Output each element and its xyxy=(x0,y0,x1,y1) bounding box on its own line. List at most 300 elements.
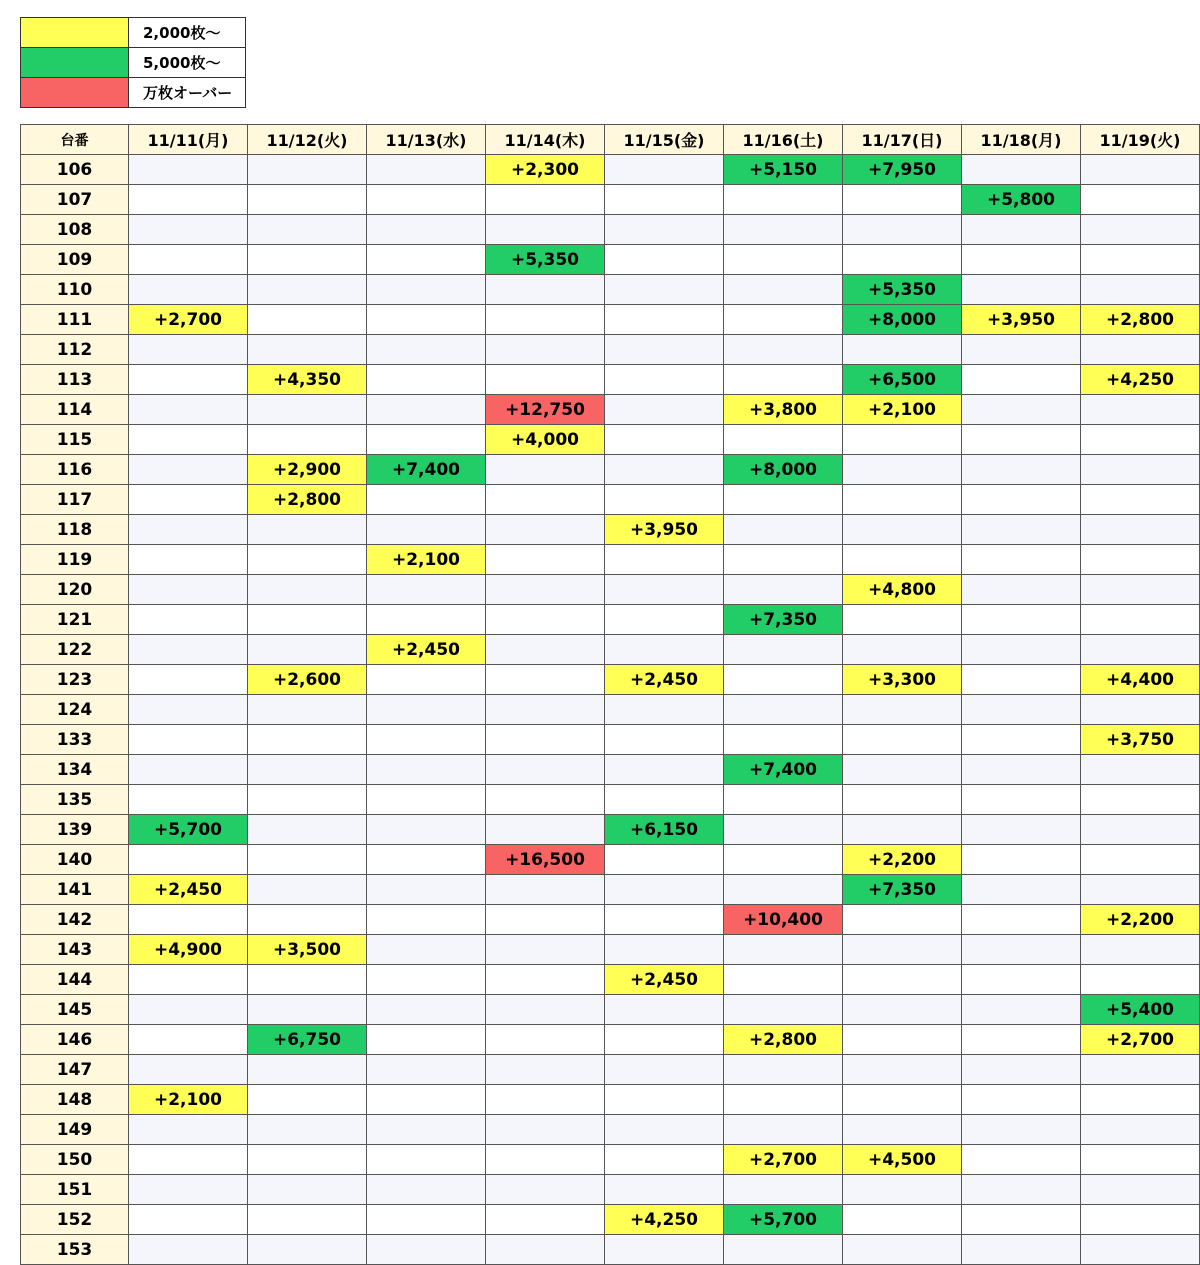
payout-cell xyxy=(129,845,248,875)
payout-cell xyxy=(1081,485,1200,515)
payout-cell xyxy=(962,1145,1081,1175)
legend-swatch xyxy=(21,78,129,108)
payout-cell xyxy=(129,515,248,545)
table-row xyxy=(21,905,1200,935)
payout-cell xyxy=(129,1145,248,1175)
payout-cell xyxy=(1081,455,1200,485)
payout-cell xyxy=(129,335,248,365)
payout-cell xyxy=(367,695,486,725)
payout-cell xyxy=(724,695,843,725)
machine-number: 115 xyxy=(21,425,129,455)
payout-cell xyxy=(486,1025,605,1055)
date-header: 11/12(火) xyxy=(248,125,367,155)
payout-cell xyxy=(486,545,605,575)
payout-cell xyxy=(962,335,1081,365)
payout-cell: +3,950 xyxy=(962,305,1081,335)
payout-cell xyxy=(1081,575,1200,605)
payout-cell xyxy=(486,695,605,725)
payout-cell xyxy=(1081,215,1200,245)
machine-number: 119 xyxy=(21,545,129,575)
payout-cell xyxy=(843,755,962,785)
table-row xyxy=(21,605,1200,635)
payout-cell xyxy=(129,905,248,935)
machine-number: 141 xyxy=(21,875,129,905)
payout-cell xyxy=(367,905,486,935)
payout-cell xyxy=(129,365,248,395)
payout-cell xyxy=(486,755,605,785)
payout-cell xyxy=(1081,635,1200,665)
payout-cell xyxy=(367,305,486,335)
payout-cell xyxy=(605,155,724,185)
payout-cell xyxy=(605,875,724,905)
machine-number: 143 xyxy=(21,935,129,965)
machine-number: 117 xyxy=(21,485,129,515)
payout-cell xyxy=(248,155,367,185)
machine-number: 120 xyxy=(21,575,129,605)
payout-cell xyxy=(248,515,367,545)
payout-cell xyxy=(962,455,1081,485)
payout-cell xyxy=(605,455,724,485)
payout-cell xyxy=(367,935,486,965)
payout-cell xyxy=(486,965,605,995)
payout-cell xyxy=(248,725,367,755)
table-row xyxy=(21,215,1200,245)
payout-cell xyxy=(486,215,605,245)
machine-number-header: 台番 xyxy=(21,125,129,155)
payout-cell xyxy=(843,1055,962,1085)
payout-cell xyxy=(367,155,486,185)
payout-cell: +2,800 xyxy=(724,1025,843,1055)
payout-cell xyxy=(962,935,1081,965)
payout-cell xyxy=(724,1085,843,1115)
payout-cell xyxy=(605,425,724,455)
payout-cell xyxy=(843,935,962,965)
payout-cell xyxy=(962,365,1081,395)
payout-cell xyxy=(605,1085,724,1115)
payout-cell xyxy=(367,605,486,635)
payout-cell xyxy=(843,635,962,665)
payout-cell xyxy=(248,335,367,365)
payout-cell xyxy=(1081,605,1200,635)
payout-cell xyxy=(129,785,248,815)
payout-cell xyxy=(367,515,486,545)
payout-cell xyxy=(605,605,724,635)
payout-cell xyxy=(605,905,724,935)
payout-cell xyxy=(605,695,724,725)
payout-table xyxy=(20,124,1200,1265)
payout-cell xyxy=(962,665,1081,695)
payout-cell xyxy=(843,1175,962,1205)
machine-number: 146 xyxy=(21,1025,129,1055)
table-row xyxy=(21,305,1200,335)
payout-cell xyxy=(1081,515,1200,545)
machine-number: 149 xyxy=(21,1115,129,1145)
legend-label: 2,000枚～ xyxy=(129,18,246,48)
payout-cell xyxy=(248,1235,367,1265)
payout-cell xyxy=(843,545,962,575)
payout-cell xyxy=(367,1115,486,1145)
payout-cell xyxy=(367,1205,486,1235)
payout-cell xyxy=(248,905,367,935)
payout-cell xyxy=(367,425,486,455)
table-row xyxy=(21,815,1200,845)
payout-cell xyxy=(248,875,367,905)
payout-cell xyxy=(724,425,843,455)
date-header: 11/11(月) xyxy=(129,125,248,155)
payout-cell xyxy=(486,935,605,965)
payout-cell xyxy=(248,815,367,845)
payout-cell xyxy=(724,275,843,305)
table-row xyxy=(21,155,1200,185)
payout-cell xyxy=(962,425,1081,455)
payout-cell: +5,800 xyxy=(962,185,1081,215)
date-header: 11/14(木) xyxy=(486,125,605,155)
table-row xyxy=(21,365,1200,395)
payout-cell xyxy=(248,275,367,305)
payout-cell: +7,350 xyxy=(724,605,843,635)
machine-number: 148 xyxy=(21,1085,129,1115)
payout-cell xyxy=(605,245,724,275)
payout-cell xyxy=(843,725,962,755)
payout-cell: +4,900 xyxy=(129,935,248,965)
payout-cell: +3,800 xyxy=(724,395,843,425)
payout-cell xyxy=(129,545,248,575)
payout-cell: +2,100 xyxy=(129,1085,248,1115)
payout-cell xyxy=(367,845,486,875)
payout-cell xyxy=(1081,335,1200,365)
payout-cell xyxy=(248,1115,367,1145)
payout-cell xyxy=(605,395,724,425)
payout-cell xyxy=(486,575,605,605)
machine-number: 122 xyxy=(21,635,129,665)
payout-cell xyxy=(962,785,1081,815)
payout-cell xyxy=(724,935,843,965)
payout-cell xyxy=(962,1115,1081,1145)
table-row xyxy=(21,785,1200,815)
payout-cell xyxy=(129,1055,248,1085)
payout-cell xyxy=(843,455,962,485)
payout-cell xyxy=(605,185,724,215)
payout-cell xyxy=(1081,755,1200,785)
payout-cell xyxy=(962,515,1081,545)
payout-cell xyxy=(129,455,248,485)
payout-cell: +3,300 xyxy=(843,665,962,695)
payout-cell xyxy=(129,605,248,635)
payout-cell: +5,350 xyxy=(486,245,605,275)
payout-cell xyxy=(486,515,605,545)
payout-cell xyxy=(129,395,248,425)
machine-number: 151 xyxy=(21,1175,129,1205)
payout-cell xyxy=(486,665,605,695)
payout-cell xyxy=(605,305,724,335)
payout-cell: +6,750 xyxy=(248,1025,367,1055)
machine-number: 108 xyxy=(21,215,129,245)
table-row xyxy=(21,935,1200,965)
payout-cell xyxy=(367,875,486,905)
payout-cell xyxy=(962,995,1081,1025)
table-row xyxy=(21,1205,1200,1235)
payout-cell xyxy=(724,365,843,395)
payout-cell xyxy=(129,155,248,185)
payout-cell xyxy=(486,875,605,905)
payout-cell xyxy=(962,1085,1081,1115)
table-row xyxy=(21,755,1200,785)
payout-cell xyxy=(486,635,605,665)
payout-cell xyxy=(605,1025,724,1055)
payout-cell xyxy=(486,1055,605,1085)
payout-cell xyxy=(1081,1115,1200,1145)
table-row xyxy=(21,1145,1200,1175)
payout-cell xyxy=(962,815,1081,845)
payout-cell xyxy=(724,215,843,245)
payout-cell: +2,450 xyxy=(605,665,724,695)
machine-number: 114 xyxy=(21,395,129,425)
payout-cell xyxy=(248,575,367,605)
payout-cell xyxy=(367,575,486,605)
payout-cell xyxy=(486,995,605,1025)
machine-number: 116 xyxy=(21,455,129,485)
payout-cell: +7,950 xyxy=(843,155,962,185)
header-row xyxy=(21,125,1200,155)
payout-cell xyxy=(129,1115,248,1145)
payout-cell: +4,250 xyxy=(605,1205,724,1235)
payout-cell: +2,450 xyxy=(605,965,724,995)
payout-cell xyxy=(486,605,605,635)
payout-cell xyxy=(724,1115,843,1145)
payout-cell xyxy=(486,305,605,335)
payout-cell xyxy=(962,845,1081,875)
payout-cell: +2,900 xyxy=(248,455,367,485)
payout-cell xyxy=(486,455,605,485)
table-row xyxy=(21,845,1200,875)
payout-cell xyxy=(843,185,962,215)
payout-cell xyxy=(962,485,1081,515)
machine-number: 145 xyxy=(21,995,129,1025)
payout-cell xyxy=(367,725,486,755)
payout-cell xyxy=(605,725,724,755)
payout-cell xyxy=(843,605,962,635)
payout-cell xyxy=(1081,965,1200,995)
payout-cell xyxy=(605,785,724,815)
payout-cell: +2,100 xyxy=(367,545,486,575)
payout-cell xyxy=(367,1235,486,1265)
payout-cell xyxy=(486,275,605,305)
payout-cell: +2,100 xyxy=(843,395,962,425)
payout-cell xyxy=(724,1175,843,1205)
legend-swatch xyxy=(21,18,129,48)
payout-cell xyxy=(367,1025,486,1055)
payout-cell xyxy=(724,845,843,875)
table-row xyxy=(21,1175,1200,1205)
payout-cell xyxy=(367,245,486,275)
payout-cell: +6,150 xyxy=(605,815,724,845)
legend-label: 万枚オーバー xyxy=(129,78,246,108)
payout-cell xyxy=(605,755,724,785)
payout-cell xyxy=(605,575,724,605)
payout-cell xyxy=(1081,1085,1200,1115)
payout-cell xyxy=(605,215,724,245)
payout-cell: +6,500 xyxy=(843,365,962,395)
payout-cell xyxy=(724,1235,843,1265)
payout-cell: +7,400 xyxy=(724,755,843,785)
payout-cell xyxy=(486,1175,605,1205)
payout-cell xyxy=(962,1205,1081,1235)
payout-cell: +5,400 xyxy=(1081,995,1200,1025)
payout-cell xyxy=(605,635,724,665)
payout-cell xyxy=(605,1235,724,1265)
payout-cell xyxy=(248,1145,367,1175)
payout-cell xyxy=(129,755,248,785)
payout-cell xyxy=(129,185,248,215)
table-row xyxy=(21,575,1200,605)
table-row xyxy=(21,695,1200,725)
payout-cell: +3,950 xyxy=(605,515,724,545)
table-row xyxy=(21,275,1200,305)
payout-cell xyxy=(129,425,248,455)
payout-cell xyxy=(129,995,248,1025)
payout-cell xyxy=(843,515,962,545)
machine-number: 113 xyxy=(21,365,129,395)
date-header: 11/19(火) xyxy=(1081,125,1200,155)
color-legend xyxy=(20,17,246,108)
payout-cell xyxy=(129,485,248,515)
payout-cell xyxy=(129,215,248,245)
payout-cell xyxy=(843,905,962,935)
payout-cell xyxy=(486,1235,605,1265)
payout-cell xyxy=(367,215,486,245)
payout-cell xyxy=(486,485,605,515)
machine-number: 142 xyxy=(21,905,129,935)
payout-cell xyxy=(129,1175,248,1205)
legend-row xyxy=(21,48,246,78)
payout-cell xyxy=(486,725,605,755)
payout-cell xyxy=(486,785,605,815)
payout-cell xyxy=(367,1175,486,1205)
payout-cell: +2,200 xyxy=(843,845,962,875)
payout-cell xyxy=(129,695,248,725)
payout-cell: +2,700 xyxy=(1081,1025,1200,1055)
payout-cell: +12,750 xyxy=(486,395,605,425)
legend-swatch xyxy=(21,48,129,78)
table-row xyxy=(21,1085,1200,1115)
legend-row xyxy=(21,18,246,48)
payout-cell xyxy=(962,965,1081,995)
machine-number: 135 xyxy=(21,785,129,815)
payout-cell: +2,800 xyxy=(248,485,367,515)
payout-cell xyxy=(724,245,843,275)
payout-cell xyxy=(724,635,843,665)
machine-number: 140 xyxy=(21,845,129,875)
payout-cell xyxy=(486,1205,605,1235)
date-header: 11/15(金) xyxy=(605,125,724,155)
payout-cell: +4,500 xyxy=(843,1145,962,1175)
table-row xyxy=(21,335,1200,365)
payout-cell xyxy=(724,185,843,215)
payout-cell xyxy=(1081,845,1200,875)
payout-cell xyxy=(724,815,843,845)
legend-row xyxy=(21,78,246,108)
payout-cell xyxy=(843,785,962,815)
payout-cell xyxy=(724,995,843,1025)
payout-cell xyxy=(1081,815,1200,845)
payout-cell xyxy=(248,1085,367,1115)
table-row xyxy=(21,635,1200,665)
payout-cell xyxy=(724,665,843,695)
payout-cell xyxy=(724,875,843,905)
payout-cell xyxy=(605,275,724,305)
machine-number: 133 xyxy=(21,725,129,755)
date-header: 11/16(土) xyxy=(724,125,843,155)
payout-cell xyxy=(1081,695,1200,725)
payout-cell: +4,000 xyxy=(486,425,605,455)
payout-cell xyxy=(248,545,367,575)
payout-cell xyxy=(367,755,486,785)
payout-cell xyxy=(248,305,367,335)
payout-cell xyxy=(724,785,843,815)
payout-cell xyxy=(962,215,1081,245)
payout-cell xyxy=(248,395,367,425)
payout-cell xyxy=(962,1025,1081,1055)
table-row xyxy=(21,725,1200,755)
payout-cell xyxy=(843,485,962,515)
payout-cell xyxy=(843,425,962,455)
payout-cell xyxy=(248,755,367,785)
payout-cell xyxy=(962,695,1081,725)
payout-cell xyxy=(1081,1145,1200,1175)
payout-cell xyxy=(248,1055,367,1085)
table-row xyxy=(21,1235,1200,1265)
payout-cell xyxy=(248,845,367,875)
payout-cell: +16,500 xyxy=(486,845,605,875)
machine-number: 109 xyxy=(21,245,129,275)
payout-cell: +5,700 xyxy=(129,815,248,845)
payout-cell xyxy=(1081,545,1200,575)
payout-cell xyxy=(843,215,962,245)
payout-cell xyxy=(843,335,962,365)
payout-cell xyxy=(367,665,486,695)
payout-cell xyxy=(367,335,486,365)
machine-number: 150 xyxy=(21,1145,129,1175)
payout-cell xyxy=(486,365,605,395)
machine-number: 139 xyxy=(21,815,129,845)
payout-cell xyxy=(486,1145,605,1175)
payout-cell: +2,450 xyxy=(129,875,248,905)
payout-cell xyxy=(843,245,962,275)
payout-cell xyxy=(724,545,843,575)
machine-number: 153 xyxy=(21,1235,129,1265)
payout-cell xyxy=(1081,155,1200,185)
payout-cell xyxy=(367,485,486,515)
payout-cell xyxy=(367,785,486,815)
payout-cell xyxy=(248,605,367,635)
payout-cell: +10,400 xyxy=(724,905,843,935)
payout-cell xyxy=(605,1145,724,1175)
payout-cell: +7,350 xyxy=(843,875,962,905)
table-row xyxy=(21,545,1200,575)
payout-cell xyxy=(486,905,605,935)
payout-cell xyxy=(129,245,248,275)
payout-cell xyxy=(1081,785,1200,815)
payout-cell xyxy=(248,245,367,275)
payout-cell xyxy=(605,335,724,365)
machine-number: 111 xyxy=(21,305,129,335)
payout-cell: +7,400 xyxy=(367,455,486,485)
payout-cell xyxy=(843,1115,962,1145)
payout-cell xyxy=(486,185,605,215)
payout-cell xyxy=(129,635,248,665)
machine-number: 152 xyxy=(21,1205,129,1235)
machine-number: 121 xyxy=(21,605,129,635)
